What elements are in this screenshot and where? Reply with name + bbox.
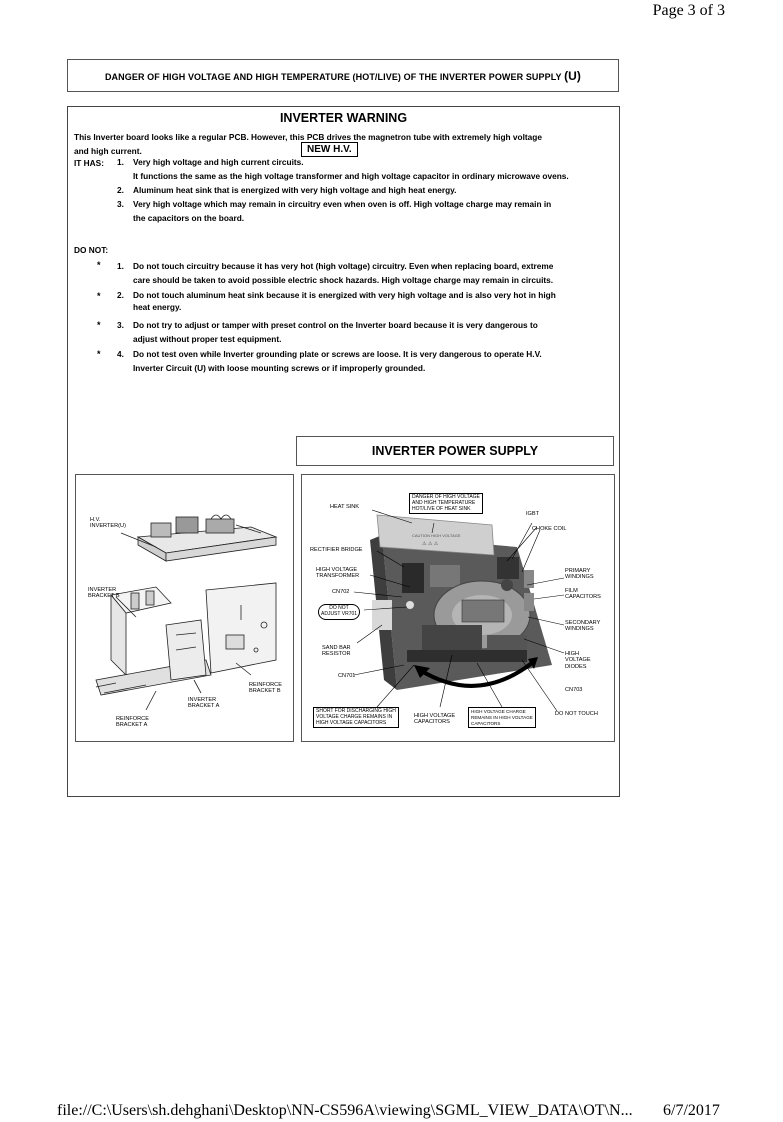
inverter-board-photo (301, 474, 615, 742)
item-line-1: Do not touch circuitry because it has very hot (high voltage) circuitry. Even when replacing board, extreme (133, 261, 554, 271)
label-secondary-windings: SECONDARY WINDINGS (565, 620, 601, 633)
it-has-item (117, 197, 617, 225)
item-line-2: adjust without proper test equipment. (133, 334, 282, 344)
label-hv-diodes: HIGH VOLTAGE DIODES (565, 651, 591, 670)
it-has-item (117, 183, 617, 197)
item-number: 4. (117, 349, 124, 359)
warning-title: INVERTER WARNING (279, 111, 408, 125)
do-not-item (117, 347, 617, 375)
it-has-label: IT HAS: (74, 158, 104, 168)
item-line-1: Very high voltage which may remain in circuitry even when oven is off. High voltage charge may remain in (133, 199, 552, 209)
star-marker: * (97, 260, 101, 270)
label-film-capacitors: FILM CAPACITORS (565, 588, 601, 601)
star-marker: * (97, 291, 101, 301)
bracket-diagram (75, 474, 294, 742)
label-danger-heat-sink: DANGER OF HIGH VOLTAGE AND HIGH TEMPERATURE HOT/LIVE OF HEAT SINK (409, 493, 483, 514)
new-hv-badge: NEW H.V. (301, 142, 358, 157)
item-line-1: Do not try to adjust or tamper with preset control on the Inverter board because it is very dangerous to (133, 320, 538, 330)
item-line-1: Do not touch aluminum heat sink because it is energized with very high voltage and is also very hot in high (133, 290, 556, 300)
item-number: 3. (117, 199, 124, 209)
item-number: 3. (117, 320, 124, 330)
label-igbt: IGBT (526, 511, 540, 517)
page-number: Page 3 of 3 (652, 2, 725, 19)
footer-date: 6/7/2017 (663, 1102, 720, 1119)
label-hv-capacitors: HIGH VOLTAGE CAPACITORS (414, 713, 456, 726)
do-not-item (117, 259, 617, 287)
it-has-item (117, 155, 617, 183)
item-number: 1. (117, 261, 124, 271)
label-short-for-discharging: SHORT FOR DISCHARGING HIGH VOLTAGE CHARGE REMAINS IN HIGH VOLTAGE CAPACITORS (313, 707, 399, 728)
intro-line-1: This Inverter board looks like a regular PCB. However, this PCB drives the magnetron tube with extremely high voltage (74, 132, 542, 142)
label-do-not-touch: DO NOT TOUCH (555, 711, 598, 717)
star-marker: * (97, 349, 101, 359)
label-sand-bar-resistor: SAND BAR RESISTOR (322, 645, 351, 658)
item-line-2: care should be taken to avoid possible electric shock hazards. High voltage charge may remain in circuits. (133, 275, 554, 285)
star-marker: * (97, 320, 101, 330)
power-supply-title: INVERTER POWER SUPPLY (296, 436, 614, 466)
bracket-drawing (76, 475, 294, 742)
intro-line-2: and high current. (74, 146, 142, 156)
label-rectifier-bridge: RECTIFIER BRIDGE (310, 547, 363, 553)
item-line-1: Aluminum heat sink that is energized with very high voltage and high heat energy. (133, 185, 457, 195)
danger-banner-text: DANGER OF HIGH VOLTAGE AND HIGH TEMPERATURE (HOT/LIVE) OF THE INVERTER POWER SUPPLY (104, 71, 562, 82)
svg-text:⚠ ⚠ ⚠: ⚠ ⚠ ⚠ (422, 541, 439, 547)
item-number: 1. (117, 157, 124, 167)
footer-file-path: file://C:\Users\sh.dehghani\Desktop\NN-CS596A\viewing\SGML_VIEW_DATA\OT\N... (57, 1102, 633, 1119)
label-do-not-adjust-vr701: DO NOT ADJUST VR701 (318, 604, 360, 620)
label-reinforce-bracket-a: REINFORCE BRACKET A (116, 716, 149, 729)
do-not-item (117, 288, 617, 316)
label-primary-windings: PRIMARY WINDINGS (565, 568, 594, 581)
label-inverter-bracket-a: INVERTER BRACKET A (188, 697, 220, 710)
label-cn701: CN701 (338, 673, 356, 679)
do-not-item (117, 318, 617, 346)
label-choke-coil: CHOKE COIL (532, 526, 567, 532)
label-cn702: CN702 (332, 589, 350, 595)
svg-text:CAUTION HIGH VOLTAGE: CAUTION HIGH VOLTAGE (412, 533, 461, 538)
label-hv-transformer: HIGH VOLTAGE TRANSFORMER (316, 567, 360, 580)
label-cn703: CN703 (565, 687, 583, 693)
item-number: 2. (117, 185, 124, 195)
label-hv-charge-remains: HIGH VOLTAGE CHARGE REMAINS IN HIGH VOLTAGE CAPACITORS (468, 707, 536, 728)
item-line-2: Inverter Circuit (U) with loose mounting screws or if improperly grounded. (133, 363, 426, 373)
label-hv-inverter: H.V. INVERTER(U) (90, 517, 126, 530)
label-reinforce-bracket-b: REINFORCE BRACKET B (249, 682, 282, 695)
item-number: 2. (117, 290, 124, 300)
inverter-warning-panel (67, 106, 620, 797)
danger-banner (67, 59, 619, 92)
item-line-1: Very high voltage and high current circuits. (133, 157, 304, 167)
item-line-1: Do not test oven while Inverter grounding plate or screws are loose. It is very dangerous to operate H.V. (133, 349, 542, 359)
item-line-2: the capacitors on the board. (133, 213, 245, 223)
do-not-label: DO NOT: (74, 245, 109, 255)
item-line-2: heat energy. (133, 302, 182, 312)
label-inverter-bracket-b: INVERTER BRACKET B (88, 587, 120, 600)
danger-banner-suffix: (U) (564, 68, 582, 83)
item-line-2: It functions the same as the high voltage transformer and high voltage capacitor in ordinary microwave ovens. (133, 171, 569, 181)
label-heat-sink: HEAT SINK (330, 504, 360, 510)
